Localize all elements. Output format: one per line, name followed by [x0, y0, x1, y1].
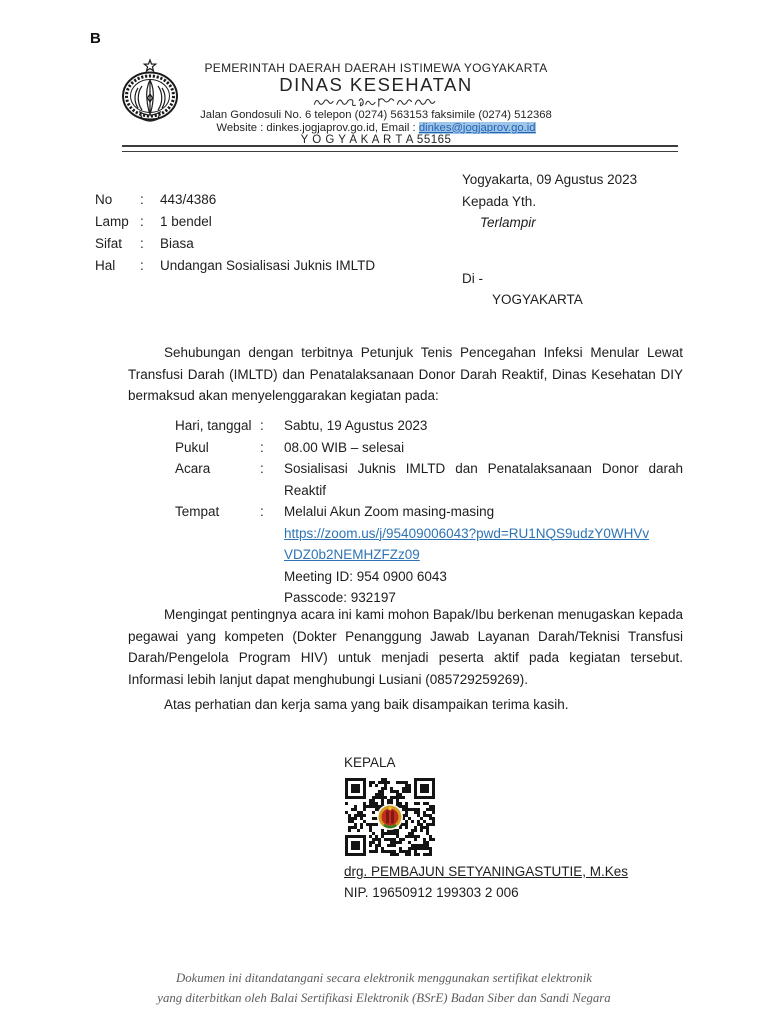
- colon: :: [260, 461, 264, 476]
- colon: :: [140, 258, 144, 273]
- meta-row-lamp: [95, 211, 445, 233]
- detail-row-acara: [175, 458, 683, 501]
- detail-row-hari: [175, 415, 683, 437]
- detail-row-pukul: [175, 437, 683, 459]
- detail-value: 08.00 WIB – selesai: [284, 439, 405, 455]
- government-name: PEMERINTAH DAERAH DAERAH ISTIMEWA YOGYAKARTA: [204, 61, 548, 75]
- meta-label: Hal: [95, 258, 116, 273]
- colon: :: [140, 192, 144, 207]
- meta-value: Biasa: [160, 236, 194, 251]
- recipient-block: [462, 169, 732, 234]
- signatory-name: drg. PEMBAJUN SETYANINGASTUTIE, M.Kes: [344, 864, 629, 879]
- meta-value: 443/4386: [160, 192, 217, 207]
- electronic-signature-note: [0, 968, 768, 1008]
- kepada-line: Kepada Yth.: [462, 193, 537, 209]
- footer-line2: yang diterbitkan oleh Balai Sertifikasi Elektronik (BSrE) Badan Siber dan Sandi Negara: [157, 991, 611, 1005]
- meta-label: Lamp: [95, 214, 129, 229]
- footer-line1: Dokumen ini ditandatangani secara elektronik menggunakan sertifikat elektronik: [176, 971, 592, 985]
- qr-code: [344, 777, 436, 857]
- meta-row-hal: [95, 255, 445, 277]
- zoom-link-line2: VDZ0b2NEMHZFZz09: [284, 547, 420, 562]
- colon: :: [260, 439, 264, 455]
- letter-meta: [95, 189, 445, 277]
- signature-block: [344, 754, 628, 903]
- meta-label: Sifat: [95, 236, 123, 251]
- detail-label: Hari, tanggal: [175, 418, 252, 433]
- agency-name: DINAS KESEHATAN: [279, 74, 473, 95]
- event-details: [175, 415, 683, 609]
- meta-row-no: [95, 189, 445, 211]
- page-label-b: B: [90, 30, 101, 47]
- colon: :: [140, 214, 144, 229]
- paragraph-closing: Atas perhatian dan kerja sama yang baik disampaikan terima kasih.: [164, 697, 569, 712]
- meta-value: Undangan Sosialisasi Juknis IMLTD: [160, 258, 376, 273]
- detail-value: Melalui Akun Zoom masing-masing: [284, 504, 495, 519]
- email-link[interactable]: dinkes@jogjaprov.go.id: [418, 121, 536, 134]
- qr-center-emblem: [377, 804, 403, 830]
- city-postal-line: Y O G Y A K A R T A 55165: [300, 134, 452, 146]
- address-line: Jalan Gondosuli No. 6 telepon (0274) 563153 faksimile (0274) 512368: [200, 109, 552, 121]
- zoom-meeting-info: [284, 523, 683, 609]
- meta-value: 1 bendel: [160, 214, 212, 229]
- detail-label: Tempat: [175, 504, 220, 519]
- recipient-city: YOGYAKARTA: [492, 292, 583, 307]
- website-text: Website : dinkes.jogjaprov.go.id, Email :: [216, 121, 419, 134]
- contact-line: [163, 122, 589, 135]
- meta-row-sifat: [95, 233, 445, 255]
- detail-row-tempat: [175, 501, 683, 523]
- javanese-script: [163, 95, 589, 109]
- zoom-meeting-link[interactable]: [284, 523, 683, 566]
- date-line: Yogyakarta, 09 Agustus 2023: [462, 172, 638, 187]
- letterhead: [163, 62, 589, 147]
- colon: :: [140, 236, 144, 251]
- detail-value: Sosialisasi Juknis IMLTD dan Penatalaksanaan Donor darah Reaktif: [284, 461, 683, 498]
- passcode-line: Passcode: 932197: [284, 590, 396, 605]
- signatory-nip: NIP. 19650912 199303 2 006: [344, 885, 519, 900]
- paragraph-opening: Sehubungan dengan terbitnya Petunjuk Tenis Pencegahan Infeksi Menular Lewat Transfusi Darah (IMLTD) dan Penatalaksanaan Donor Darah Reaktif, Dinas Kesehatan DIY bermaksud akan menyelenggarakan kegiatan pada:: [128, 345, 683, 403]
- detail-label: Acara: [175, 461, 211, 476]
- paragraph-request: Mengingat pentingnya acara ini kami mohon Bapak/Ibu berkenan menugaskan kepada pegawai yang kompeten (Dokter Penanggung Jawab Layanan Darah/Teknisi Transfusi Darah/Pengelola Program HIV) untuk menjadi peserta aktif pada kegiatan tersebut. Informasi lebih lanjut dapat menghubungi Lusiani (085729259269).: [128, 607, 683, 687]
- detail-label: Pukul: [175, 439, 209, 455]
- letterhead-divider: [122, 145, 678, 152]
- terlampir-line: Terlampir: [480, 215, 536, 230]
- meeting-id-line: Meeting ID: 954 0900 6043: [284, 568, 447, 584]
- detail-value: Sabtu, 19 Agustus 2023: [284, 418, 428, 433]
- colon: :: [260, 504, 264, 519]
- meta-label: No: [95, 192, 113, 207]
- signatory-title: KEPALA: [344, 755, 396, 770]
- colon: :: [260, 418, 264, 433]
- zoom-link-line1: https://zoom.us/j/95409006043?pwd=RU1NQS9udzY0WHVv: [284, 525, 650, 541]
- di-line: Di -: [462, 271, 483, 286]
